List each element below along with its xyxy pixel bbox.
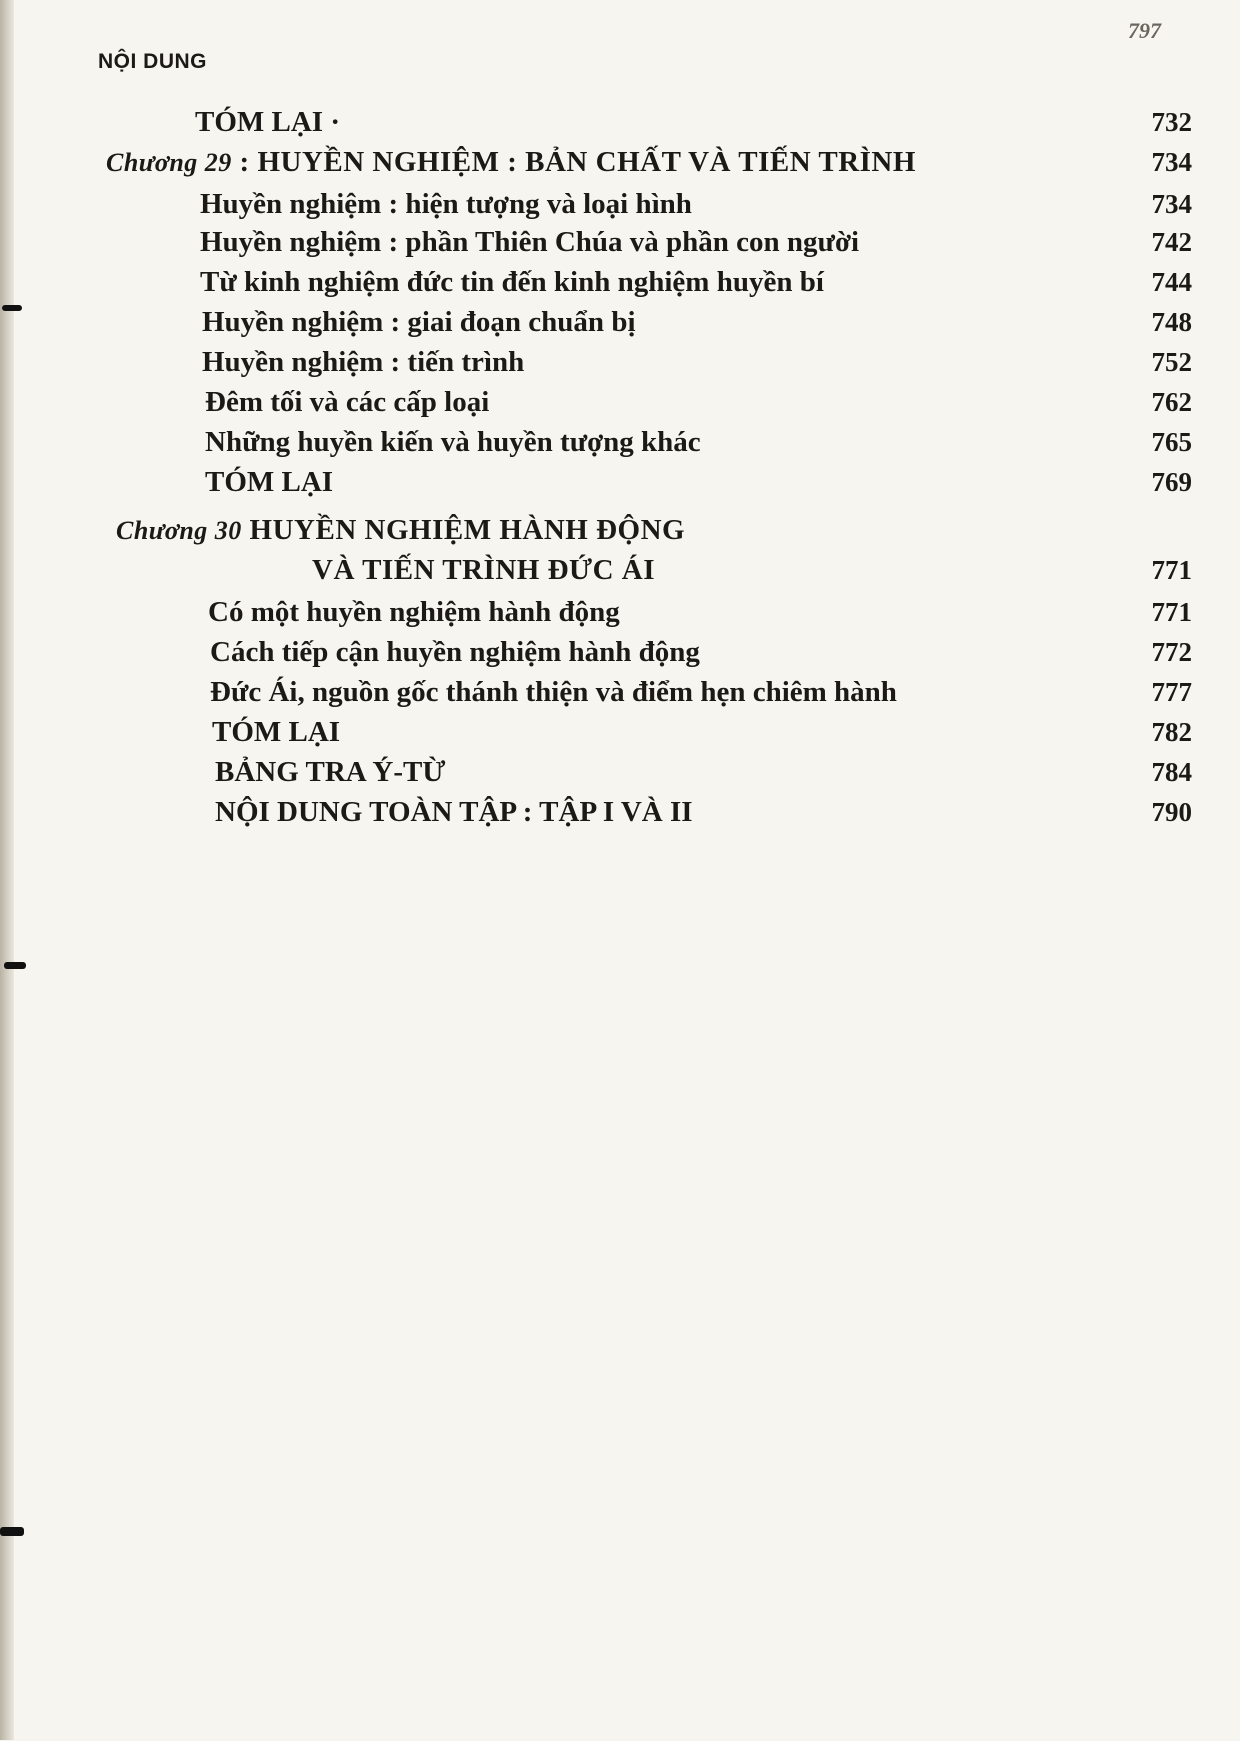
toc-entry-page: 782 bbox=[1151, 717, 1192, 747]
toc-entry bbox=[0, 422, 1240, 462]
page-number: 797 bbox=[1128, 18, 1161, 43]
toc-entry-page: 765 bbox=[1151, 427, 1192, 457]
toc-entry bbox=[0, 342, 1240, 382]
scan-mark bbox=[2, 305, 22, 311]
chapter-label: Chương 29 bbox=[106, 148, 232, 177]
toc-chapter-heading-continued bbox=[0, 550, 1240, 590]
toc-entry bbox=[0, 752, 1240, 792]
toc-entry bbox=[0, 184, 1240, 224]
toc-entry-page: 734 bbox=[1151, 147, 1192, 177]
toc-entry-page: 762 bbox=[1151, 387, 1192, 417]
toc-entry-title: NỘI DUNG TOÀN TẬP : TẬP I VÀ II bbox=[215, 796, 693, 828]
toc-entry-page: 790 bbox=[1151, 797, 1192, 827]
chapter-title-continued: VÀ TIẾN TRÌNH ĐỨC ÁI bbox=[312, 554, 656, 586]
toc-entry-title: TÓM LẠI · bbox=[195, 106, 341, 138]
toc-entry-page: 777 bbox=[1151, 677, 1192, 707]
toc-entry bbox=[0, 262, 1240, 302]
page-bottom-edge bbox=[0, 1741, 1240, 1755]
toc-entry bbox=[0, 382, 1240, 422]
toc-entry-page: 771 bbox=[1151, 555, 1192, 585]
toc-entry-title: Đêm tối và các cấp loại bbox=[205, 386, 490, 418]
toc-entry bbox=[0, 302, 1240, 342]
scan-mark bbox=[4, 962, 26, 969]
toc-entry-title: Những huyền kiến và huyền tượng khác bbox=[205, 426, 701, 458]
toc-entry-title: Cách tiếp cận huyền nghiệm hành động bbox=[210, 636, 700, 668]
running-head: NỘI DUNG bbox=[98, 50, 207, 73]
toc-entry-page: 734 bbox=[1151, 189, 1192, 219]
toc-entry-page: 772 bbox=[1151, 637, 1192, 667]
toc-entry-title: Có một huyền nghiệm hành động bbox=[208, 596, 620, 628]
toc-entry-page: 771 bbox=[1151, 597, 1192, 627]
toc-chapter-heading bbox=[0, 510, 1240, 550]
toc-entry bbox=[0, 632, 1240, 672]
toc-entry bbox=[0, 222, 1240, 262]
toc-entry-title: Từ kinh nghiệm đức tin đến kinh nghiệm huyền bí bbox=[200, 266, 824, 298]
toc-entry-title: BẢNG TRA Ý-TỪ bbox=[215, 756, 446, 788]
toc-entry-page: 769 bbox=[1151, 467, 1192, 497]
toc-entry-title: Huyền nghiệm : hiện tượng và loại hình bbox=[200, 188, 692, 220]
toc-entry bbox=[0, 672, 1240, 712]
toc-entry-title: Huyền nghiệm : tiến trình bbox=[202, 346, 525, 378]
toc-entry-title: Đức Ái, nguồn gốc thánh thiện và điểm hẹn chiêm hành bbox=[210, 676, 897, 708]
toc-entry-title: Huyền nghiệm : giai đoạn chuẩn bị bbox=[202, 306, 636, 338]
toc-entry bbox=[0, 792, 1240, 832]
scan-mark bbox=[0, 1527, 24, 1536]
toc-entry-page: 748 bbox=[1151, 307, 1192, 337]
chapter-label: Chương 30 bbox=[116, 516, 242, 545]
toc-entry-page: 744 bbox=[1151, 267, 1192, 297]
toc-entry bbox=[0, 102, 1240, 142]
toc-entry-title: TÓM LẠI bbox=[212, 716, 341, 748]
chapter-title: : HUYỀN NGHIỆM : BẢN CHẤT VÀ TIẾN TRÌNH bbox=[231, 146, 916, 178]
toc-entry-title: Huyền nghiệm : phần Thiên Chúa và phần con người bbox=[200, 226, 860, 258]
toc-entry bbox=[0, 712, 1240, 752]
toc-entry-page: 732 bbox=[1151, 107, 1192, 137]
toc-entry bbox=[0, 592, 1240, 632]
toc-entry-page: 752 bbox=[1151, 347, 1192, 377]
toc-entry-page: 784 bbox=[1151, 757, 1192, 787]
toc-chapter-heading bbox=[0, 142, 1240, 182]
chapter-title: HUYỀN NGHIỆM HÀNH ĐỘNG bbox=[241, 514, 686, 546]
toc-entry-page: 742 bbox=[1151, 227, 1192, 257]
toc-entry bbox=[0, 462, 1240, 502]
toc-entry-title: TÓM LẠI bbox=[205, 466, 334, 498]
